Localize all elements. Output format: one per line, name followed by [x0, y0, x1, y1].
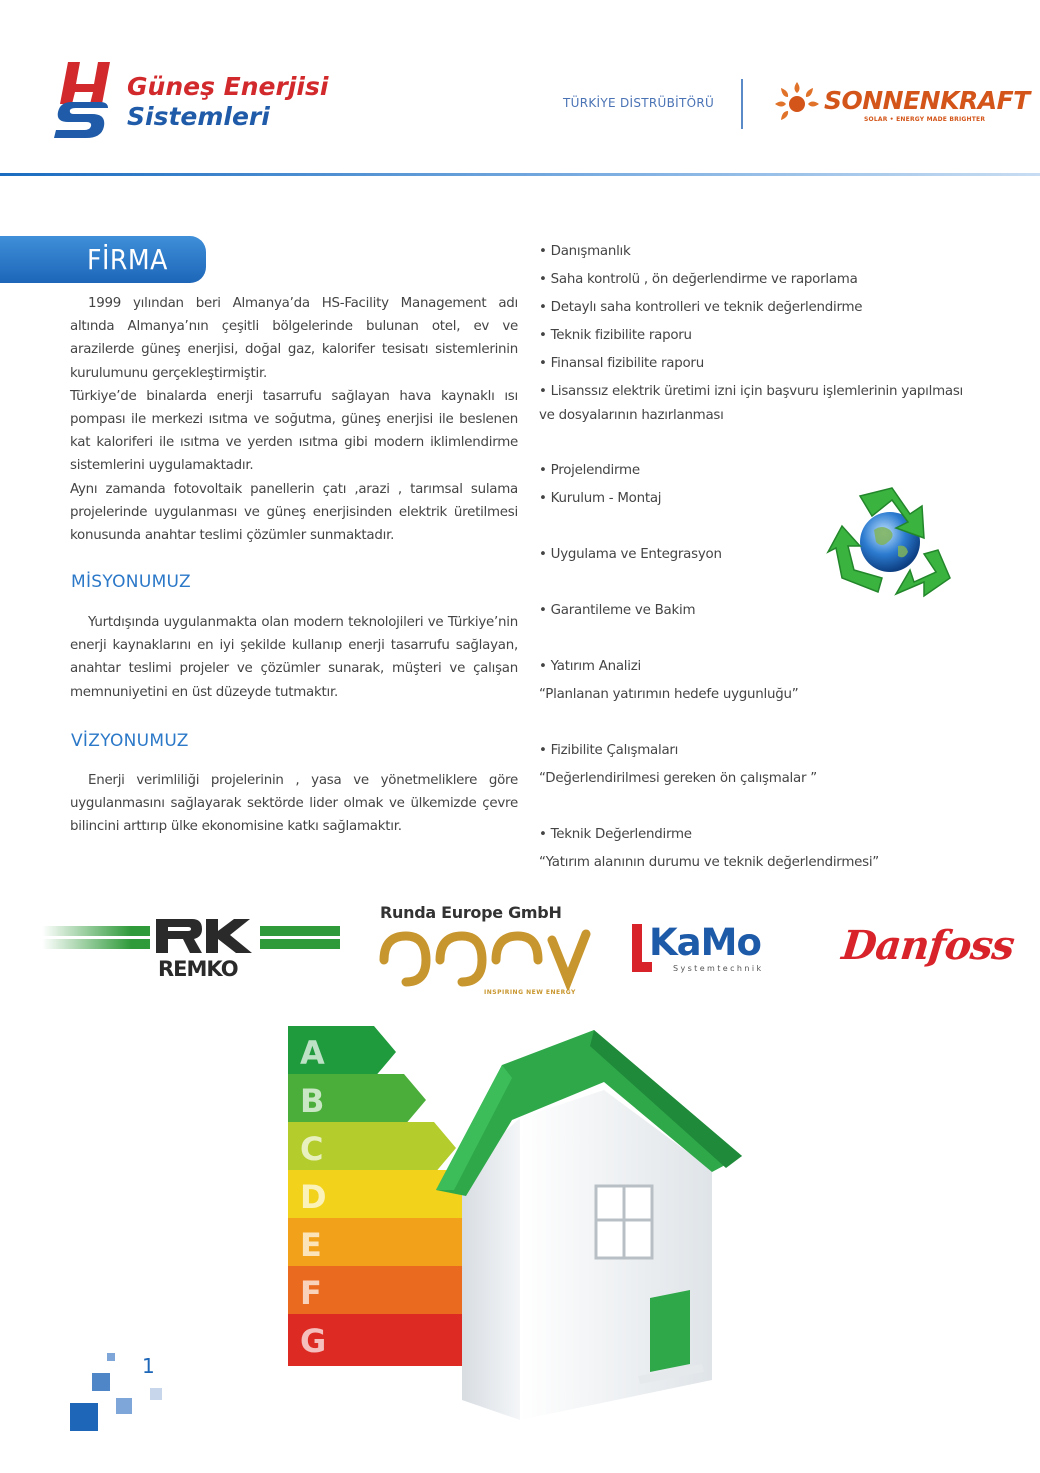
misyon-text: Yurtdışında uygulanmakta olan modern teknolojileri ve Türkiye’nin enerji kaynaklarını en iyi şekilde kullanıp enerji tasarrufu sağlayan, anahtar teslimi projeler ve çözümler sunarak, müşteri ve çalışan memnuniyetini en üst düzeyde tutmaktır. — [70, 615, 518, 700]
service-item-quote: “Planlanan yatırımın hedefe uygunluğu” — [539, 687, 799, 702]
hs-logo-mark-icon — [50, 58, 128, 142]
distributor-label: TÜRKİYE DİSTRÜBİTÖRÜ — [563, 96, 715, 110]
header-rule — [0, 173, 1040, 176]
sonnenkraft-logo — [772, 80, 1030, 128]
service-item: • Yatırım Analizi — [539, 659, 641, 674]
logo-title-line1: Güneş Enerjisi — [127, 72, 329, 101]
service-item: • Lisanssız elektrik üretimi izni için başvuru işlemlerinin yapılması — [539, 384, 964, 399]
service-item: • Detaylı saha kontrolleri ve teknik değerlendirme — [539, 300, 863, 315]
sun-icon — [772, 80, 822, 126]
partner-tagline: SOLAR • ENERGY MADE BRIGHTER — [864, 116, 986, 123]
vizyon-text: Enerji verimliliği projelerinin , yasa ve yönetmeliklere göre uygulanmasını sağlayarak sektörde lider olmak ve ülkemizde çevre bilincini arttırıp ülke ekonomisine katkı sağlamaktır. — [70, 773, 518, 835]
energy-class-label: E — [300, 1226, 322, 1264]
energy-class-label: C — [300, 1130, 324, 1168]
recycle-globe-icon — [812, 478, 972, 608]
decor-square — [92, 1373, 110, 1391]
logo-title-line2: Sistemleri — [127, 102, 270, 131]
service-item: • Teknik Değerlendirme — [539, 827, 692, 842]
energy-class-label: F — [300, 1274, 322, 1312]
firma-paragraph: Aynı zamanda fotovoltaik panellerin çatı ,arazi , tarımsal sulama projelerinde uygulanması ve güneş enerjisinden elektrik üretilmesi konusunda anahtar teslimi çözümler sunmaktadır. — [70, 481, 518, 544]
firma-paragraph: 1999 yılından beri Almanya’da HS-Facility Management adı altında Almanya’nın çeşitli bölgelerinde bulunan otel, ev ve arazilerde güneş enerjisi, doğal gaz, kalorifer tesisatı sistemlerinin kurulumunu gerçekleştirmiştir. — [70, 296, 518, 381]
page-number: 1 — [142, 1354, 155, 1378]
vizyon-body — [70, 769, 518, 839]
misyon-body — [70, 611, 518, 704]
company-logo — [50, 58, 370, 144]
firma-title: FİRMA — [87, 243, 168, 276]
kamo-wordmark: KaMo — [649, 921, 761, 964]
energy-class-label: A — [300, 1034, 325, 1072]
vizyon-title: VİZYONUMUZ — [71, 731, 189, 751]
service-item: • Danışmanlık — [539, 244, 631, 259]
energy-efficiency-house-illustration — [212, 1020, 822, 1470]
energy-class-label: B — [300, 1082, 325, 1120]
service-item: • Garantileme ve Bakim — [539, 603, 696, 618]
firma-body — [70, 292, 518, 547]
header-divider — [741, 79, 743, 129]
energy-class-label: D — [300, 1178, 327, 1216]
partner-name: SONNENKRAFT — [824, 86, 1030, 115]
remko-logo — [150, 917, 260, 987]
service-item: • Saha kontrolü , ön değerlendirme ve raporlama — [539, 272, 858, 287]
decor-square — [150, 1388, 162, 1400]
service-item: • Projelendirme — [539, 463, 640, 478]
runda-title: Runda Europe GmbH — [380, 903, 562, 922]
energy-class-label: G — [300, 1322, 327, 1360]
remko-wordmark: REMKO — [158, 957, 238, 981]
runda-tagline: INSPIRING NEW ENERGY — [484, 989, 576, 996]
service-item: • Kurulum - Montaj — [539, 491, 662, 506]
danfoss-wordmark: Danfoss — [839, 922, 1017, 969]
service-item: • Fizibilite Çalışmaları — [539, 743, 679, 758]
service-item-quote: “Yatırım alanının durumu ve teknik değerlendirmesi” — [539, 855, 879, 870]
service-item-quote: “Değerlendirilmesi gereken ön çalışmalar ” — [539, 771, 817, 786]
service-item: • Teknik fizibilite raporu — [539, 328, 692, 343]
runda-logo-icon — [376, 926, 592, 990]
remko-mark-icon — [150, 917, 260, 957]
decor-square — [116, 1398, 132, 1414]
service-item: • Uygulama ve Entegrasyon — [539, 547, 722, 562]
kamo-subtitle: Systemtechnik — [673, 964, 764, 973]
decor-square — [107, 1353, 115, 1361]
service-item: • Finansal fizibilite raporu — [539, 356, 704, 371]
misyon-title: MİSYONUMUZ — [71, 572, 191, 592]
firma-paragraph: Türkiye’de binalarda enerji tasarrufu sağlayan hava kaynaklı ısı pompası ile merkezi ısıtma ve soğutma, güneş enerjisi ile beslenen kat kaloriferi ile ısıtma ve yerden ısıtma gibi modern iklimlendirme sistemlerini uygulamaktadır. — [70, 388, 518, 474]
firma-section-tab — [0, 236, 206, 283]
decor-square — [70, 1403, 98, 1431]
service-item-continued: ve dosyalarının hazırlanması — [539, 408, 724, 423]
